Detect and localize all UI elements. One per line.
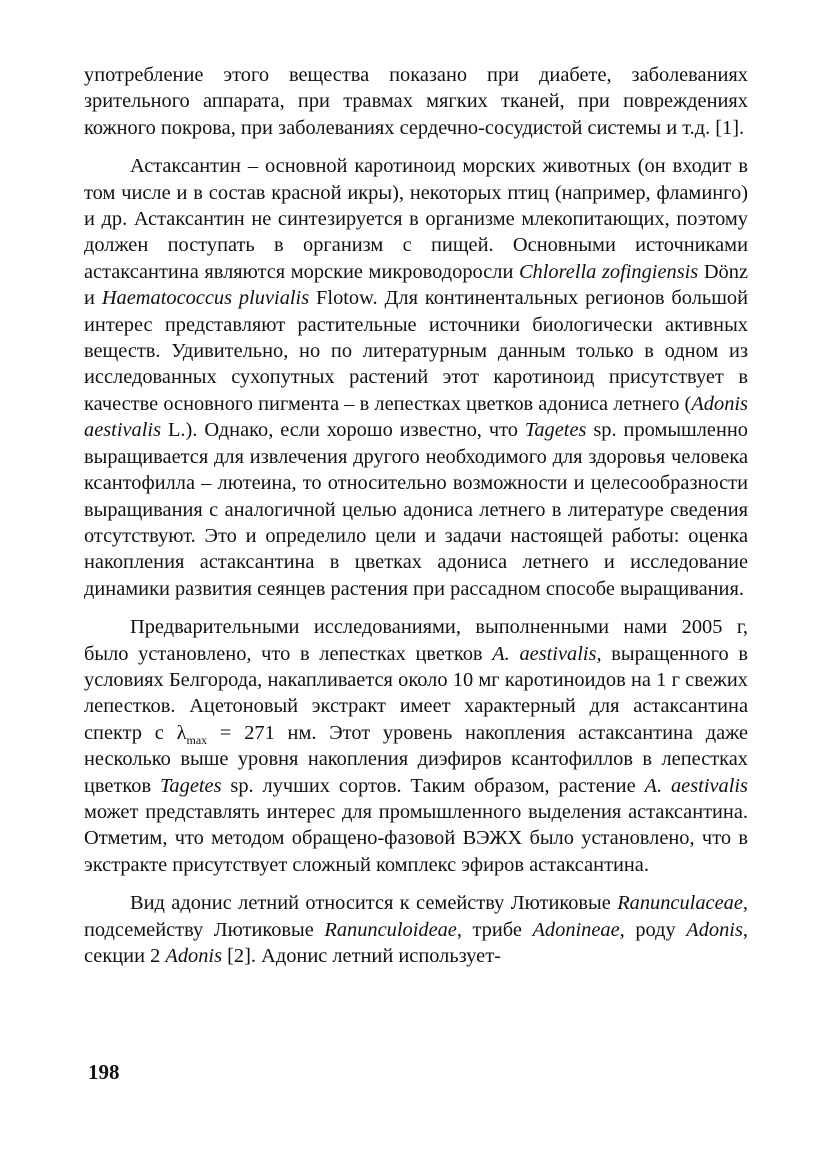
italic-term: Adonis [686,918,743,941]
text-run: Предварительными исследованиями, выполненными нами 2005 г, было установлено, что в лепестках цветков [84,616,748,665]
paragraph-4 [84,890,748,969]
italic-term: Chlorella zofingiensis [518,260,699,283]
paragraph-1 [84,62,748,141]
paragraph-3 [84,614,748,878]
text-run: , секции 2 [84,918,748,967]
italic-term: A. aestivalis [644,774,748,797]
text-run: может представлять интерес для промышленного выделения астаксантина. Отметим, что методом обращено-фазовой ВЭЖХ было установлено, что в экстракте присутствует сложный комплекс эфиров астаксантина. [84,800,748,876]
document-body [84,62,748,969]
italic-term: Tagetes [524,419,587,442]
text-run: , трибе [456,918,533,941]
text-run: L.). Однако, если хорошо известно, что [161,419,525,442]
italic-term: Ranunculaceae [617,892,743,915]
italic-term: Adonineae [532,918,620,941]
italic-term: Adonis [165,945,223,967]
text-run: sp. лучших сортов. Таким образом, растение [221,774,645,797]
text-run: употребление этого вещества показано при диабете, заболеваниях зрительного аппарата, при травмах мягких тканей, при повреждениях кожного покрова, при заболеваниях сердечно-сосудистой системы и т.д. [1]. [84,64,748,139]
text-run: Flotow. Для континентальных регионов большой интерес представляют растительные источники биологически активных веществ. Удивительно, но по литературным данным только в одном из исследованных сухопутных растений этот каротиноид присутствует в качестве основного пигмента – в лепестках цветков адониса летнего ( [84,287,749,415]
text-run: , роду [619,918,687,941]
italic-term: Tagetes [159,774,222,797]
paragraph-2 [84,153,748,602]
italic-term: Ranunculoideae [324,918,457,941]
text-run: Вид адонис летний относится к семейству Лютиковые [130,892,618,915]
text-run: sp. промышленно выращивается для извлечения другого необходимого для здоровья человека ксантофилла – лютеина, то относительно возможности и целесообразности выращивания с аналогичной целью адониса летнего в литературе сведения отсутствуют. Это и определило цели и задачи настоящей работы: оценка накопления астаксантина в цветках адониса летнего и исследование динамики развития сеянцев растения при рассадном способе выращивания. [84,419,748,600]
italic-term: A. aestivalis [492,642,597,665]
text-run: Астаксантин – основной каротиноид морских животных (он входит в том числе и в состав красной икры), некоторых птиц (например, фламинго) и др. Астаксантин не синтезируется в организме млекопитающих, поэтому должен поступать в организм с пищей. Основными источниками астаксантина являются морские микроводоросли [84,155,748,283]
subscript-text: max [186,732,208,747]
page-number: 198 [88,1060,120,1084]
text-run: [2]. Адонис летний использует- [222,945,501,967]
text-run: , выращенного в условиях Белгорода, накапливается около 10 мг каротиноидов на 1 г свежих лепестков. Ацетоновый экстракт имеет характерный для астаксантина спектр с λ [84,642,748,744]
italic-term: Haematococcus pluvialis [101,287,310,310]
text-run: = 271 нм. Этот уровень накопления астаксантина даже несколько выше уровня накопления диэфиров ксантофиллов в лепестках цветков [84,721,749,797]
text-run: Dönz и [84,260,748,310]
text-run: , подсемейству Лютиковые [84,892,748,941]
italic-term: Adonis aestivalis [84,392,748,442]
